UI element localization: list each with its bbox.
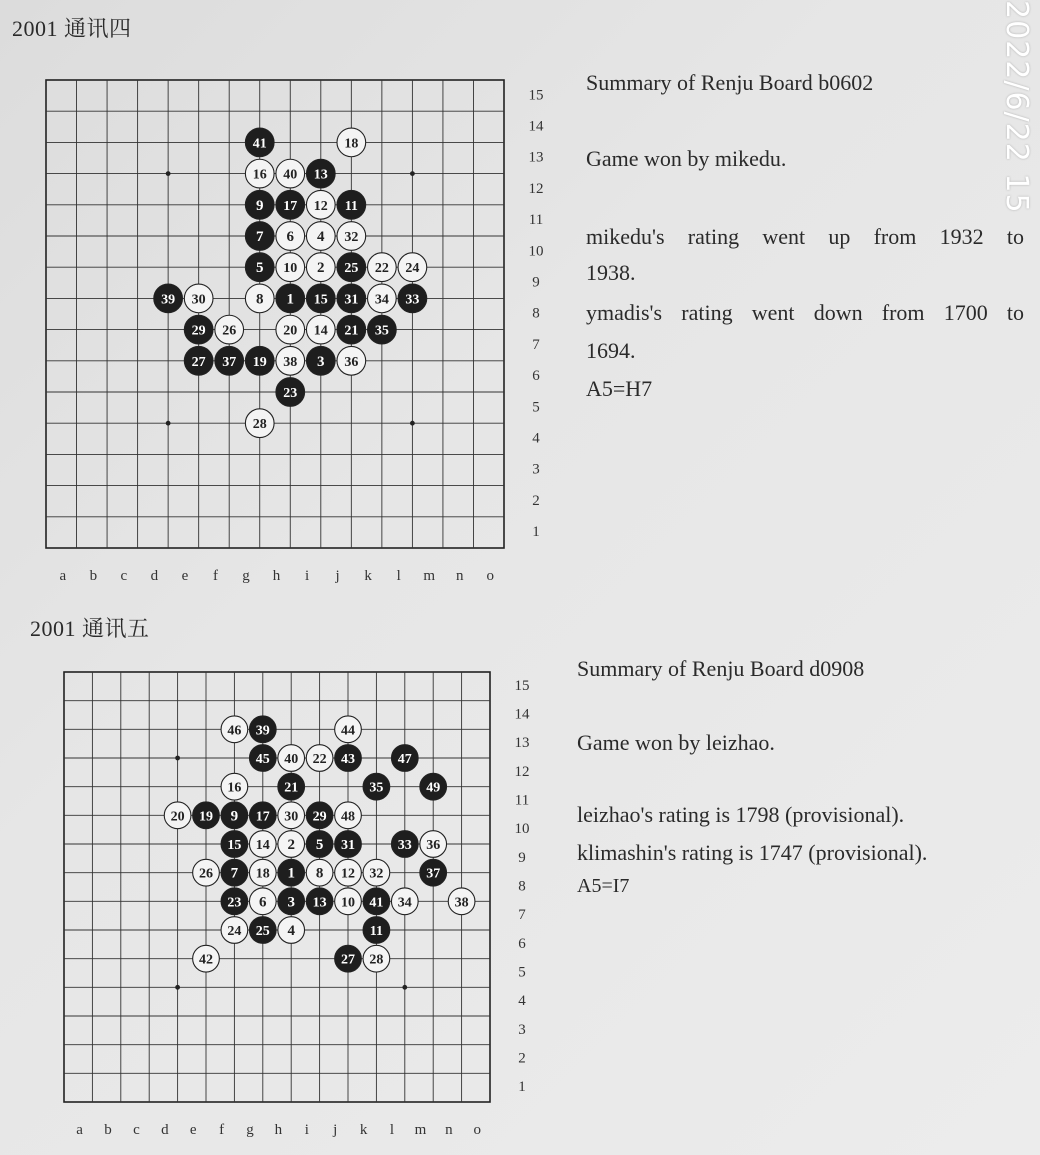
- column-label: g: [242, 568, 250, 584]
- column-label: h: [272, 568, 281, 584]
- move-number: 6: [259, 894, 267, 911]
- move-number: 25: [344, 261, 359, 277]
- row-label: 9: [532, 274, 540, 291]
- rating-word: went: [751, 300, 795, 325]
- move-number: 21: [344, 323, 359, 339]
- summary-result: Game won by mikedu.: [586, 146, 787, 171]
- summary-rating-loser: klimashin's rating is 1747 (provisional).: [577, 840, 928, 865]
- column-label: o: [473, 1122, 481, 1138]
- move-number: 39: [255, 723, 270, 739]
- rating-word: from: [881, 300, 925, 325]
- move-number: 8: [255, 291, 264, 308]
- rating-word: rating: [687, 224, 740, 249]
- move-number: 39: [161, 292, 176, 308]
- summary-rating-winner: [586, 224, 1024, 250]
- move-number: 6: [286, 229, 295, 245]
- game-2-heading: 2001 通讯五: [30, 616, 150, 641]
- row-label: 15: [514, 677, 530, 694]
- move-number: 48: [341, 809, 355, 825]
- move-number: 15: [227, 838, 242, 853]
- move-number: 33: [397, 838, 412, 853]
- move-number: 26: [199, 866, 213, 882]
- column-label: h: [274, 1122, 283, 1138]
- move-number: 33: [405, 292, 420, 308]
- column-label: d: [150, 568, 159, 584]
- column-label: b: [104, 1122, 112, 1138]
- row-label: 5: [518, 964, 526, 981]
- column-label: f: [212, 568, 218, 584]
- move-number: 2: [317, 260, 325, 277]
- column-label: l: [396, 568, 401, 584]
- summary-a5: A5=H7: [586, 376, 653, 401]
- summary-title: Summary of Renju Board b0602: [586, 70, 874, 95]
- move-number: 38: [283, 354, 298, 370]
- star-point: [166, 171, 171, 176]
- move-number: 10: [283, 261, 298, 277]
- row-label: 4: [532, 430, 540, 447]
- rating-word: mikedu's: [586, 224, 665, 249]
- row-label: 2: [518, 1050, 526, 1067]
- renju-board-1: [40, 76, 544, 596]
- move-number: 37: [222, 354, 237, 370]
- move-number: 34: [374, 292, 389, 308]
- move-number: 9: [230, 808, 239, 825]
- move-number: 22: [374, 261, 389, 277]
- move-number: 1: [286, 291, 295, 308]
- summary-rating-winner: leizhao's rating is 1798 (provisional).: [577, 802, 905, 827]
- move-number: 24: [405, 261, 420, 277]
- move-number: 31: [341, 838, 355, 853]
- move-number: 5: [315, 837, 324, 853]
- photo-timestamp: 2022/6/22 15: [999, 0, 1034, 214]
- column-label: k: [364, 568, 372, 584]
- move-number: 31: [344, 292, 359, 308]
- column-label: n: [455, 568, 464, 584]
- move-number: 27: [341, 952, 355, 968]
- move-number: 1: [287, 865, 295, 882]
- move-number: 32: [344, 230, 359, 245]
- star-point: [410, 171, 415, 176]
- move-number: 13: [313, 167, 328, 183]
- board-frame: [46, 80, 504, 548]
- row-label: 15: [528, 87, 544, 104]
- column-label: e: [189, 1122, 197, 1138]
- move-number: 15: [313, 292, 328, 308]
- column-label: a: [76, 1122, 83, 1138]
- row-label: 14: [528, 118, 544, 135]
- row-label: 10: [514, 821, 530, 838]
- column-label: c: [133, 1122, 140, 1138]
- row-label: 11: [514, 792, 530, 809]
- summary-rating-loser-end: 1694.: [586, 338, 636, 363]
- move-number: 23: [227, 895, 242, 911]
- column-label: n: [445, 1122, 453, 1138]
- column-label: m: [423, 568, 436, 584]
- column-label: j: [335, 568, 340, 584]
- move-number: 9: [255, 197, 264, 214]
- move-number: 10: [341, 895, 355, 911]
- row-label: 12: [528, 180, 544, 197]
- move-number: 44: [341, 723, 355, 739]
- row-label: 12: [514, 763, 530, 780]
- rating-word: from: [873, 224, 917, 249]
- row-label: 1: [518, 1079, 526, 1096]
- move-number: 19: [199, 809, 213, 825]
- move-number: 23: [283, 386, 298, 401]
- move-number: 22: [312, 752, 327, 767]
- row-label: 6: [532, 368, 540, 385]
- rating-word: rating: [681, 300, 733, 325]
- move-number: 30: [284, 809, 299, 825]
- summary-result: Game won by leizhao.: [577, 730, 775, 755]
- move-number: 46: [227, 723, 242, 739]
- row-label: 3: [518, 1021, 526, 1038]
- summary-rating-winner-end: 1938.: [586, 260, 636, 285]
- row-label: 13: [528, 149, 544, 166]
- move-number: 16: [227, 780, 242, 796]
- renju-board-2: [58, 668, 538, 1148]
- move-number: 19: [252, 354, 267, 370]
- move-number: 47: [397, 752, 412, 767]
- star-point: [175, 985, 180, 990]
- column-label: o: [486, 568, 495, 584]
- move-number: 41: [369, 895, 384, 911]
- move-number: 41: [252, 136, 267, 152]
- column-label: i: [304, 1122, 309, 1138]
- move-number: 32: [369, 866, 384, 882]
- rating-word: ymadis's: [586, 300, 663, 325]
- move-number: 11: [369, 924, 384, 939]
- star-point: [402, 985, 407, 990]
- move-number: 42: [199, 952, 213, 968]
- move-number: 49: [426, 780, 441, 796]
- rating-word: down: [813, 300, 863, 325]
- row-label: 1: [532, 524, 540, 541]
- move-number: 7: [230, 865, 239, 882]
- row-label: 2: [532, 492, 540, 509]
- row-label: 7: [518, 907, 526, 924]
- row-label: 6: [518, 935, 526, 952]
- move-number: 27: [191, 354, 206, 370]
- move-number: 5: [255, 260, 264, 277]
- column-label: b: [89, 568, 98, 584]
- column-label: a: [59, 568, 67, 584]
- row-label: 13: [514, 735, 530, 752]
- move-number: 35: [374, 323, 389, 339]
- move-number: 28: [369, 952, 384, 968]
- row-label: 5: [532, 399, 540, 416]
- move-number: 16: [252, 167, 267, 183]
- move-number: 11: [344, 198, 358, 214]
- move-number: 29: [191, 323, 206, 339]
- move-number: 37: [426, 866, 441, 882]
- move-number: 8: [315, 865, 324, 882]
- move-number: 4: [317, 229, 325, 245]
- column-label: f: [219, 1122, 225, 1138]
- star-point: [166, 421, 171, 426]
- row-label: 9: [518, 849, 526, 866]
- move-number: 17: [283, 198, 298, 214]
- column-label: d: [161, 1122, 169, 1138]
- rating-word: 1932: [939, 224, 984, 249]
- row-label: 8: [518, 878, 526, 895]
- row-label: 14: [514, 706, 530, 723]
- move-number: 43: [341, 752, 355, 767]
- rating-word: went: [762, 224, 806, 249]
- column-label: k: [359, 1122, 368, 1138]
- move-number: 40: [283, 167, 298, 183]
- summary-a5: A5=I7: [577, 875, 630, 897]
- move-number: 18: [344, 136, 359, 152]
- move-number: 4: [287, 923, 295, 939]
- move-number: 7: [255, 229, 264, 245]
- move-number: 28: [252, 417, 267, 433]
- move-number: 14: [313, 323, 328, 339]
- move-number: 2: [287, 837, 295, 853]
- summary-rating-loser: [586, 300, 1024, 326]
- row-label: 10: [528, 243, 544, 260]
- column-label: g: [246, 1122, 254, 1138]
- move-number: 29: [312, 809, 327, 825]
- move-number: 3: [287, 894, 295, 911]
- star-point: [175, 756, 180, 761]
- move-number: 18: [255, 866, 270, 882]
- column-label: i: [304, 568, 310, 584]
- move-number: 3: [317, 353, 325, 370]
- move-number: 21: [284, 780, 299, 796]
- move-number: 38: [454, 895, 469, 911]
- column-label: m: [414, 1122, 427, 1138]
- column-label: e: [181, 568, 189, 584]
- star-point: [410, 421, 415, 426]
- move-number: 36: [344, 354, 359, 370]
- move-number: 12: [313, 198, 328, 214]
- summary-title: Summary of Renju Board d0908: [577, 656, 865, 681]
- game-1-heading: 2001 通讯四: [12, 16, 132, 41]
- move-number: 13: [312, 895, 327, 911]
- move-number: 36: [426, 838, 441, 853]
- renju-board-2-canvas: [58, 668, 538, 1148]
- rating-word: up: [828, 224, 851, 249]
- column-label: c: [120, 568, 128, 584]
- move-number: 26: [222, 323, 237, 339]
- row-label: 8: [532, 305, 540, 322]
- move-number: 45: [255, 752, 270, 767]
- rating-word: to: [1006, 300, 1024, 325]
- row-label: 4: [518, 993, 526, 1010]
- row-label: 3: [532, 461, 540, 478]
- rating-word: to: [1006, 224, 1024, 249]
- move-number: 24: [227, 924, 242, 939]
- board-frame: [64, 672, 490, 1102]
- rating-word: 1700: [943, 300, 988, 325]
- move-number: 20: [170, 809, 185, 825]
- move-number: 20: [283, 323, 298, 339]
- move-number: 12: [341, 866, 355, 882]
- move-number: 17: [255, 809, 270, 825]
- move-number: 34: [397, 895, 412, 911]
- renju-board-1-canvas: [40, 76, 544, 596]
- row-label: 7: [532, 336, 540, 353]
- column-label: l: [389, 1122, 395, 1138]
- move-number: 35: [369, 780, 384, 796]
- move-number: 30: [191, 292, 206, 308]
- row-label: 11: [528, 212, 544, 229]
- move-number: 40: [284, 752, 299, 767]
- column-label: j: [333, 1122, 338, 1138]
- move-number: 14: [255, 838, 270, 853]
- move-number: 25: [255, 924, 270, 939]
